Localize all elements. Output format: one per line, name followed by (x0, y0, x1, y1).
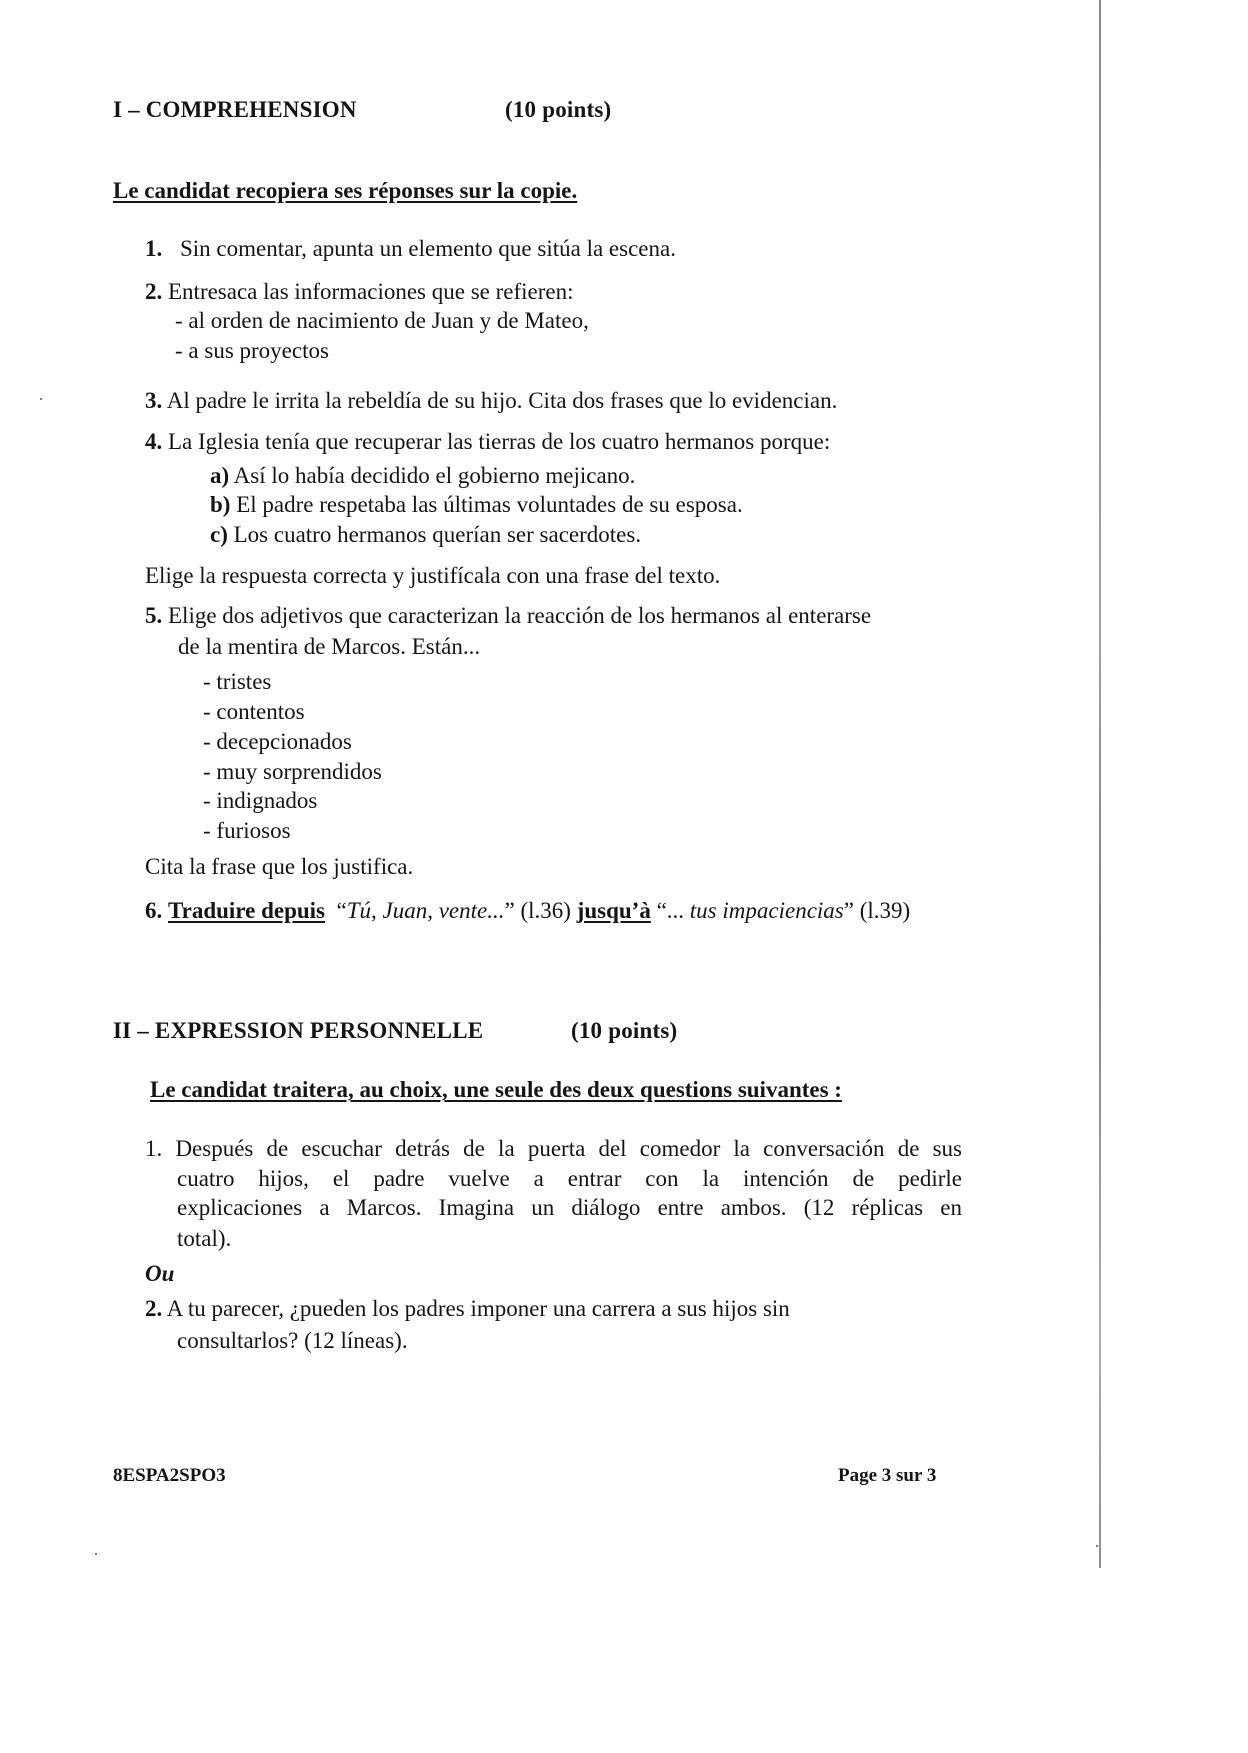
essay-option-1-number: 1. (145, 1136, 163, 1161)
quote-start-close: ” (504, 898, 515, 923)
question-2 (145, 278, 574, 306)
essay-option-1-text: Después de escuchar detrás de la puerta del comedor la conversación de sus (175, 1136, 962, 1161)
question-1-number: 1. (145, 236, 163, 261)
quote-start-text: Tú, Juan, vente... (346, 898, 505, 923)
adjective-item: - muy sorprendidos (203, 759, 382, 784)
question-4-followup: Elige la respuesta correcta y justifícala con una frase del texto. (145, 563, 721, 588)
option-letter: b) (210, 492, 231, 517)
option-text: Los cuatro hermanos querían ser sacerdotes. (233, 522, 642, 547)
option-letter: a) (210, 463, 230, 488)
section2-instruction: Le candidat traitera, au choix, une seule des deux questions suivantes : (150, 1077, 842, 1102)
line-reference-end: (l.39) (859, 898, 911, 923)
question-3-number: 3. (145, 388, 163, 413)
quote-end-close: ” (843, 898, 854, 923)
question-4-text: La Iglesia tenía que recuperar las tierras de los cuatro hermanos porque: (168, 429, 831, 454)
question-5-followup: Cita la frase que los justifica. (145, 854, 414, 879)
section1-instruction: Le candidat recopiera ses réponses sur la copie. (113, 178, 578, 203)
question-3 (145, 387, 837, 415)
section1-points: (10 points) (505, 97, 612, 122)
quote-start-open: “ (336, 898, 347, 923)
question-5-text: Elige dos adjetivos que caracterizan la reacción de los hermanos al enterarse (168, 603, 872, 628)
adjective-item: - indignados (203, 788, 318, 813)
question-5-text-continued: de la mentira de Marcos. Están... (178, 634, 481, 659)
question-4-number: 4. (145, 429, 163, 454)
question-6 (145, 897, 910, 925)
question-2-number: 2. (145, 279, 163, 304)
scan-speck (1096, 1545, 1098, 1547)
option-text: El padre respetaba las últimas voluntades de su esposa. (236, 492, 743, 517)
footer-page-number: Page 3 sur 3 (838, 1465, 937, 1486)
quote-end-open: “... (656, 898, 685, 923)
footer-exam-code: 8ESPA2SPO3 (113, 1465, 226, 1486)
question-3-text: Al padre le irrita la rebeldía de su hijo. Cita dos frases que lo evidencian. (166, 388, 838, 413)
translate-until-label: jusqu’à (576, 898, 651, 923)
adjective-item: - furiosos (203, 818, 291, 843)
option-letter: c) (210, 522, 228, 547)
scan-edge-line (1099, 0, 1101, 1568)
question-2-text: Entresaca las informaciones que se refieren: (168, 279, 574, 304)
adjective-item: - contentos (203, 699, 305, 724)
essay-option-2-text-continued: consultarlos? (12 líneas). (177, 1328, 408, 1353)
question-1 (145, 235, 676, 263)
scan-speck (40, 398, 42, 400)
question-4-option-c (210, 521, 641, 549)
section1-heading: I – COMPREHENSION (113, 97, 357, 122)
translate-from-label: Traduire depuis (168, 898, 325, 923)
essay-option-1-text-continued: cuatro hijos, el padre vuelve a entrar con la intención de pedirle (177, 1166, 962, 1191)
essay-option-2-number: 2. (145, 1296, 163, 1321)
choice-separator: Ou (145, 1261, 175, 1286)
question-6-number: 6. (145, 898, 163, 923)
essay-option-1-text-continued: total). (177, 1226, 232, 1251)
question-4 (145, 428, 830, 456)
section2-points: (10 points) (571, 1018, 678, 1043)
line-reference-start: (l.36) (520, 898, 571, 923)
question-4-option-a (210, 462, 635, 490)
question-4-option-b (210, 491, 743, 519)
adjective-item: - tristes (203, 669, 272, 694)
option-text: Así lo había decidido el gobierno mejicano. (233, 463, 636, 488)
essay-option-2 (145, 1295, 790, 1323)
question-2-item: - al orden de nacimiento de Juan y de Mateo, (175, 308, 589, 333)
quote-end-text: tus impaciencias (689, 898, 844, 923)
essay-option-2-text: A tu parecer, ¿pueden los padres imponer una carrera a sus hijos sin (166, 1296, 790, 1321)
adjective-item: - decepcionados (203, 729, 352, 754)
question-5 (145, 602, 871, 630)
question-1-text: Sin comentar, apunta un elemento que sitúa la escena. (180, 236, 676, 261)
question-5-number: 5. (145, 603, 163, 628)
section2-heading: II – EXPRESSION PERSONNELLE (113, 1018, 484, 1043)
essay-option-1 (145, 1135, 962, 1163)
scan-speck (95, 1553, 97, 1555)
essay-option-1-text-continued: explicaciones a Marcos. Imagina un diálogo entre ambos. (12 réplicas en (177, 1195, 962, 1220)
question-2-item: - a sus proyectos (175, 338, 329, 363)
